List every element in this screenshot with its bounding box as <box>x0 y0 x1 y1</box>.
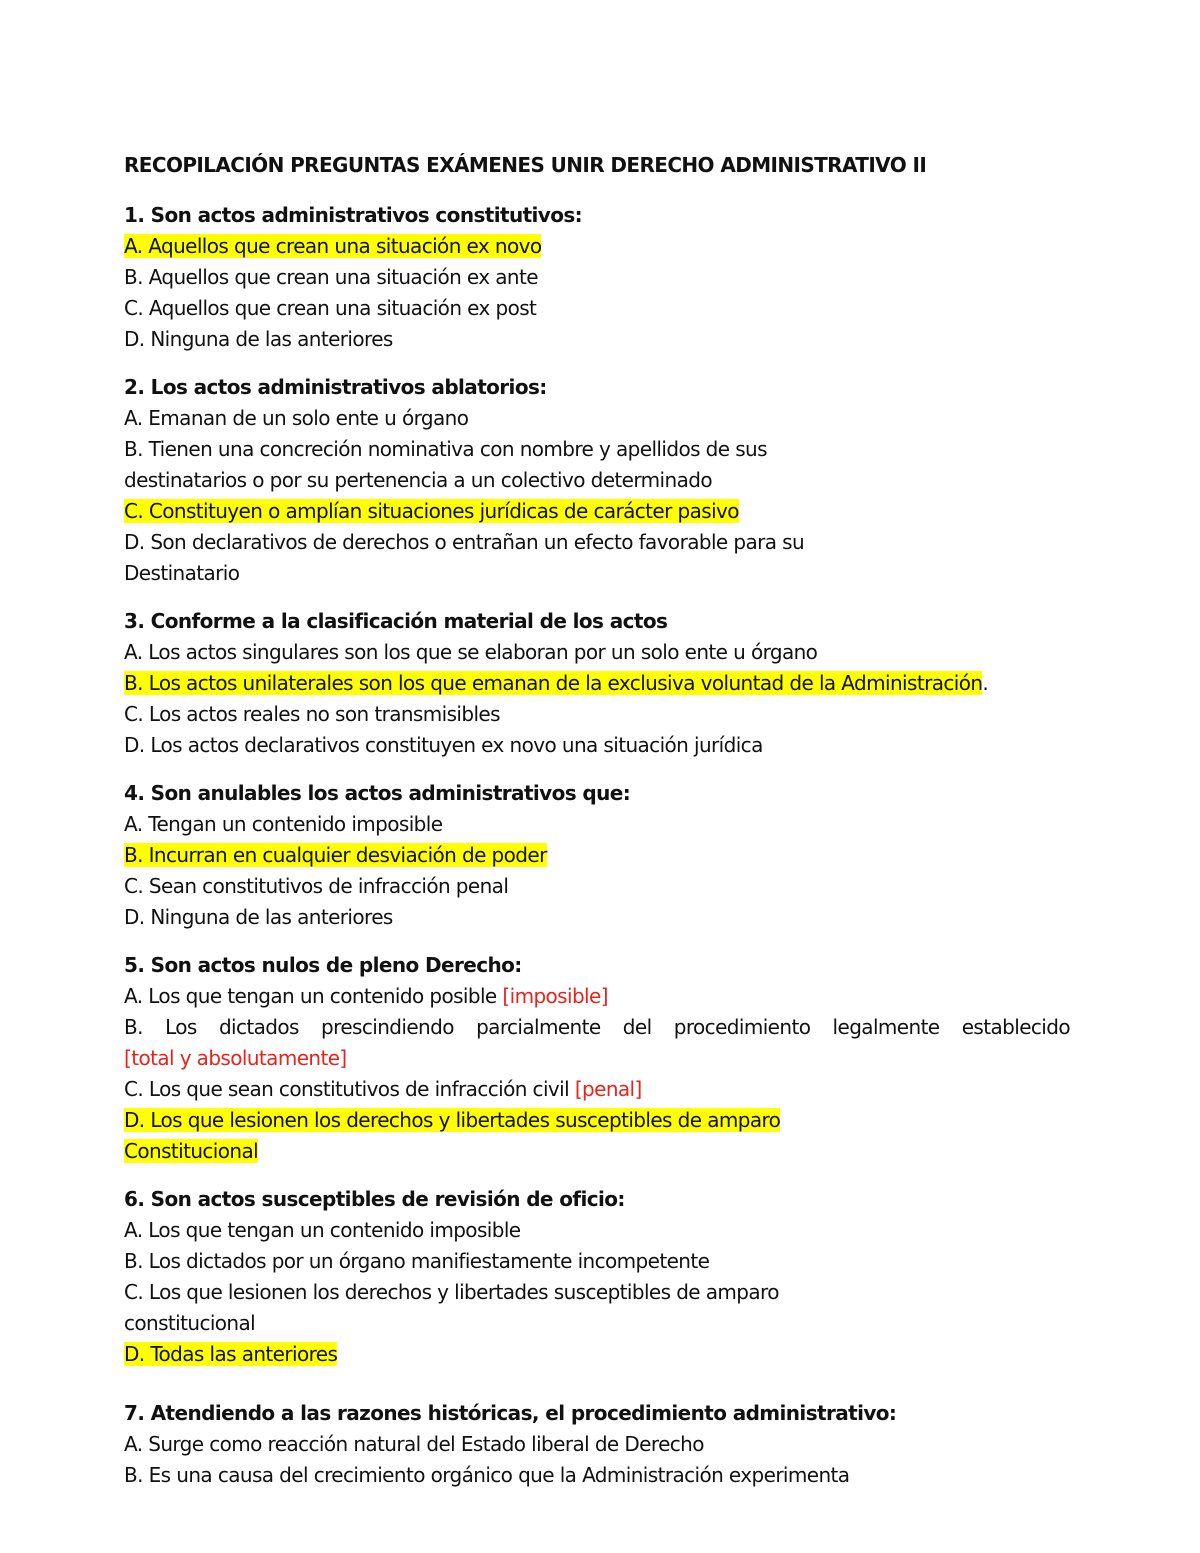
question-2-option-b-line-1: B. Tienen una concreción nominativa con nombre y apellidos de sus <box>124 437 767 461</box>
question-5-option-c <box>124 1074 1070 1105</box>
question-5-option-c-text: C. Los que sean constitutivos de infracción civil <box>124 1077 575 1101</box>
question-7-option-a: A. Surge como reacción natural del Estado liberal de Derecho <box>124 1432 704 1456</box>
question-3-title: 3. Conforme a la clasificación material de los actos <box>124 609 668 633</box>
question-6-option-b: B. Los dictados por un órgano manifiestamente incompetente <box>124 1249 710 1273</box>
question-3-option-b-period: . <box>982 671 989 695</box>
answer-highlight: B. Los actos unilaterales son los que emanan de la exclusiva voluntad de la Administración <box>124 671 983 695</box>
correction-note: [penal] <box>574 1077 642 1101</box>
answer-highlight: D. Todas las anteriores <box>124 1342 338 1366</box>
question-2 <box>124 372 1070 589</box>
question-5 <box>124 950 1070 1167</box>
question-1-option-b: B. Aquellos que crean una situación ex ante <box>124 265 538 289</box>
question-7-option-b: B. Es una causa del crecimiento orgánico que la Administración experimenta <box>124 1463 850 1487</box>
question-3-option-c: C. Los actos reales no son transmisibles <box>124 702 500 726</box>
question-6 <box>124 1184 1070 1370</box>
question-3 <box>124 606 1070 761</box>
question-1-option-c: C. Aquellos que crean una situación ex post <box>124 296 537 320</box>
question-1-option-a <box>124 231 1070 262</box>
question-2-title: 2. Los actos administrativos ablatorios: <box>124 375 547 399</box>
question-6-option-c-line-2: constitucional <box>124 1311 256 1335</box>
question-6-option-a: A. Los que tengan un contenido imposible <box>124 1218 521 1242</box>
question-5-option-d-line-1 <box>124 1105 1070 1136</box>
answer-highlight: D. Los que lesionen los derechos y libertades susceptibles de amparo <box>124 1108 781 1132</box>
question-1-title: 1. Son actos administrativos constitutivos: <box>124 203 583 227</box>
question-7-title: 7. Atendiendo a las razones históricas, el procedimiento administrativo: <box>124 1401 897 1425</box>
question-4-option-c: C. Sean constitutivos de infracción penal <box>124 874 509 898</box>
question-3-option-b <box>124 668 1070 699</box>
question-6-option-c-line-1: C. Los que lesionen los derechos y libertades susceptibles de amparo <box>124 1280 779 1304</box>
question-7 <box>124 1398 1070 1491</box>
question-4 <box>124 778 1070 933</box>
question-4-option-a: A. Tengan un contenido imposible <box>124 812 443 836</box>
question-5-option-b-line-1: B. Los dictados prescindiendo parcialmente del procedimiento legalmente establecido <box>124 1015 1070 1039</box>
question-4-option-b <box>124 840 1070 871</box>
answer-highlight: A. Aquellos que crean una situación ex novo <box>124 234 542 258</box>
question-1 <box>124 200 1070 355</box>
document-title: RECOPILACIÓN PREGUNTAS EXÁMENES UNIR DERECHO ADMINISTRATIVO II <box>124 153 927 177</box>
question-5-title: 5. Son actos nulos de pleno Derecho: <box>124 953 522 977</box>
question-5-option-b-line-2 <box>124 1043 1070 1074</box>
question-6-option-d <box>124 1339 1070 1370</box>
question-5-option-a <box>124 981 1070 1012</box>
answer-highlight: B. Incurran en cualquier desviación de poder <box>124 843 547 867</box>
question-2-option-d-line-2: Destinatario <box>124 561 240 585</box>
question-5-option-d-line-2 <box>124 1136 1070 1167</box>
answer-highlight: Constitucional <box>124 1139 259 1163</box>
question-2-option-a: A. Emanan de un solo ente u órgano <box>124 406 469 430</box>
correction-note: [total y absolutamente] <box>124 1046 347 1070</box>
question-1-option-d: D. Ninguna de las anteriores <box>124 327 393 351</box>
document-page <box>124 150 1070 1508</box>
question-2-option-c <box>124 496 1070 527</box>
correction-note: [imposible] <box>502 984 608 1008</box>
question-2-option-b-line-2: destinatarios o por su pertenencia a un colectivo determinado <box>124 468 712 492</box>
answer-highlight: C. Constituyen o amplían situaciones jurídicas de carácter pasivo <box>124 499 739 523</box>
question-4-title: 4. Son anulables los actos administrativos que: <box>124 781 631 805</box>
question-3-option-d: D. Los actos declarativos constituyen ex novo una situación jurídica <box>124 733 763 757</box>
question-4-option-d: D. Ninguna de las anteriores <box>124 905 393 929</box>
question-6-title: 6. Son actos susceptibles de revisión de oficio: <box>124 1187 625 1211</box>
question-3-option-a: A. Los actos singulares son los que se elaboran por un solo ente u órgano <box>124 640 818 664</box>
question-5-option-a-text: A. Los que tengan un contenido posible <box>124 984 503 1008</box>
question-2-option-d-line-1: D. Son declarativos de derechos o entrañan un efecto favorable para su <box>124 530 805 554</box>
